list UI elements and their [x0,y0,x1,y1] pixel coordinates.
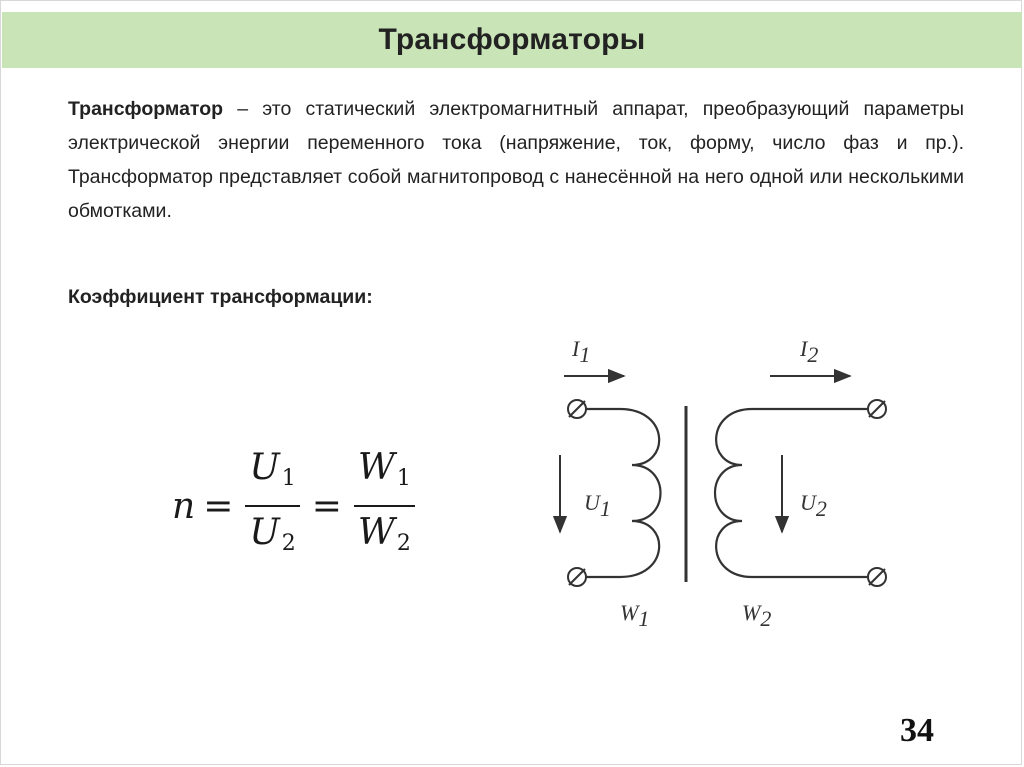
formula-u-den: U [249,512,280,553]
definition-body: – это статический электромагнитный аппарат, преобразующий параметры электрической энергии переменного тока (напряжение, ток, форму, число фаз и пр.). Трансформатор представляет собой магнитопровод с нанесённой на него одной или несколькими обмотками. [68,98,964,222]
fraction-voltage-bar [245,505,299,507]
label-u2: U2 [800,490,827,521]
coefficient-label: Коэффициент трансформации: [68,286,373,308]
formula-w-den: W [357,512,395,553]
formula-w-num: W [357,447,395,488]
terminal-secondary-top [868,400,886,418]
fraction-turns-numerator [354,446,415,501]
label-w1: W1 [620,600,650,631]
definition-paragraph [68,92,964,228]
formula-n: n [172,485,196,527]
terminal-secondary-bottom [868,568,886,586]
slide-title: Трансформаторы [378,23,646,56]
label-u1: U1 [584,490,611,521]
title-bar [2,12,1022,68]
formula-equals-1: = [203,485,234,527]
fraction-voltage [245,446,299,566]
page-number: 34 [900,712,934,749]
fraction-turns-denominator [354,511,415,566]
terminal-primary-top [568,400,586,418]
transformation-formula [172,446,419,566]
fraction-turns [354,446,415,566]
fraction-turns-bar [354,505,415,507]
label-i1: I1 [572,336,591,367]
label-w2: W2 [742,600,772,631]
terminal-primary-bottom [568,568,586,586]
label-i2: I2 [800,336,819,367]
formula-w-num-sub: 1 [396,466,411,491]
fraction-voltage-denominator [245,511,299,566]
definition-term: Трансформатор [68,98,224,120]
formula-equals-2: = [311,485,342,527]
formula-w-den-sub: 2 [396,531,411,556]
secondary-winding [715,409,868,577]
formula-u-num: U [249,447,280,488]
transformer-diagram [520,320,940,640]
formula-u-num-sub: 1 [281,466,296,491]
formula-u-den-sub: 2 [281,531,296,556]
fraction-voltage-numerator [245,446,299,501]
